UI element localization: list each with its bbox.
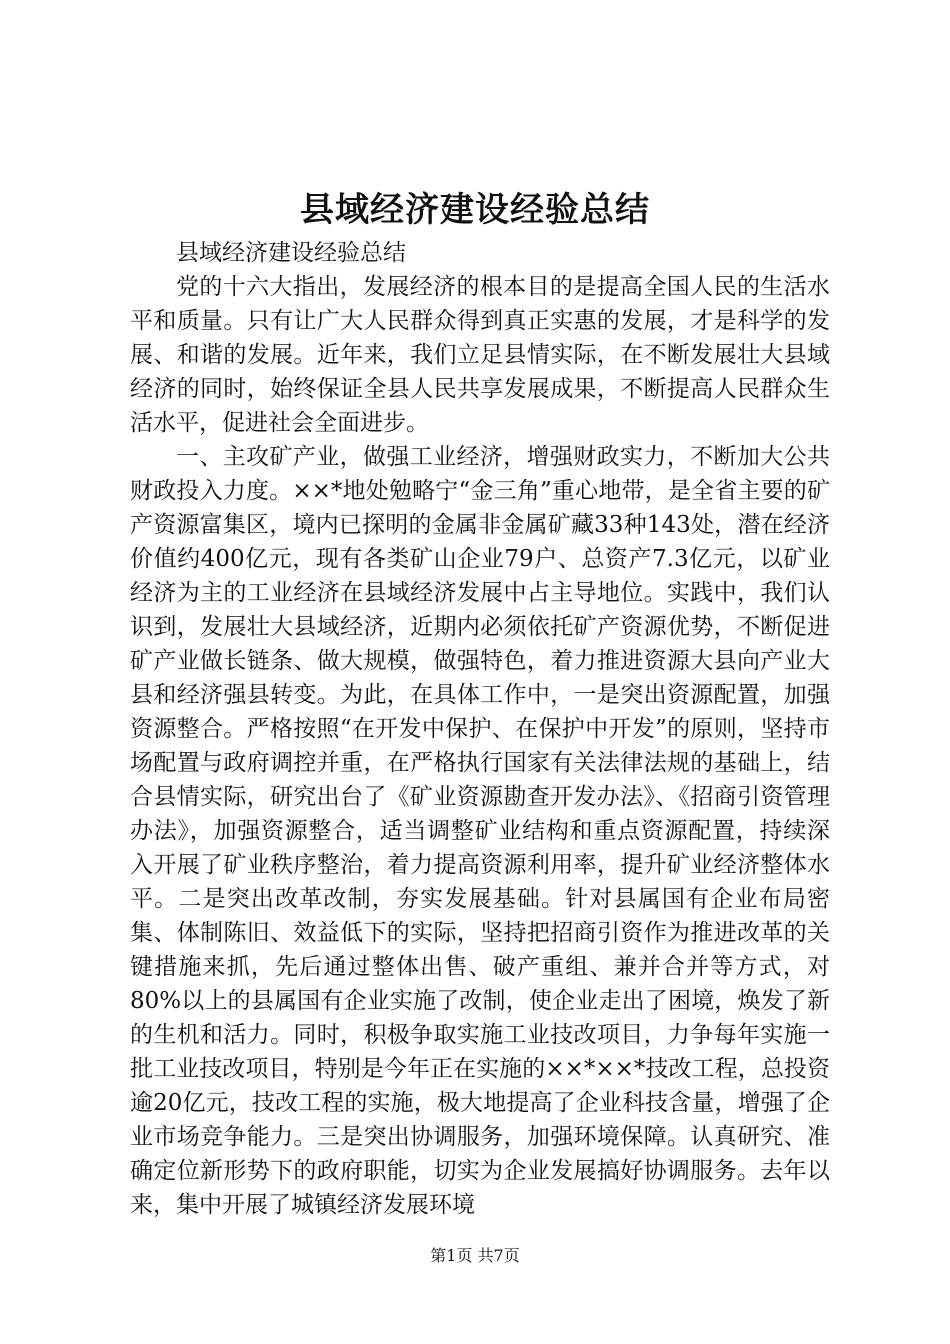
body-paragraph: 县域经济建设经验总结 (176, 240, 406, 266)
body-paragraph: 一、主攻矿产业，做强工业经济，增强财政实力，不断加大公共财政投入力度。××*地处勉略宁“金三角”重心地带，是全省主要的矿产资源富集区，境内已探明的金属非金属矿藏33种143处，潜在经济价值约400亿元，现有各类矿山企业79户、总资产7.3亿元，以矿业经济为主的工业经济在县域经济发展中占主导地位。实践中，我们认识到，发展壮大县域经济，近期内必须依托矿产资源优势，不断促进矿产业做长链条、做大规模，做强特色，着力推进资源大县向产业大县和经济强县转变。为此，在具体工作中，一是突出资源配置，加强资源整合。严格按照“在开发中保护、在保护中开发”的原则，坚持市场配置与政府调控并重，在严格执行国家有关法律法规的基础上，结合县情实际，研究出台了《矿业资源勘查开发办法》、《招商引资管理办法》，加强资源整合，适当调整矿业结构和重点资源配置，持续深入开展了矿业秩序整治，着力提高资源利用率，提升矿业经济整体水平。二是突出改革改制，夯实发展基础。针对县属国有企业布局密集、体制陈旧、效益低下的实际，坚持把招商引资作为推进改革的关键措施来抓，先后通过整体出售、破产重组、兼并合并等方式，对80%以上的县属国有企业实施了改制，使企业走出了困境，焕发了新的生机和活力。同时，积极争取实施工业技改项目，力争每年实施一批工业技改项目，特别是今年正在实施的××*××*技改工程，总投资逾20亿元，技改工程的实施，极大地提高了企业科技含量，增强了企业市场竞争能力。三是突出协调服务，加强环境保障。认真研究、准确定位新形势下的政府职能，切实为企业发展搞好协调服务。去年以来，集中开展了城镇经济发展环境 (130, 444, 830, 1218)
body-paragraph: 党的十六大指出，发展经济的根本目的是提高全国人民的生活水平和质量。只有让广大人民群众得到真正实惠的发展，才是科学的发展、和谐的发展。近年来，我们立足县情实际，在不断发展壮大县域经济的同时，始终保证全县人民共享发展成果，不断提高人民群众生活水平，促进社会全面进步。 (130, 274, 830, 436)
document-title: 县域经济建设经验总结 (300, 190, 650, 230)
page-number-footer: 第1页 共7页 (430, 1246, 520, 1265)
document-body (130, 236, 830, 1222)
